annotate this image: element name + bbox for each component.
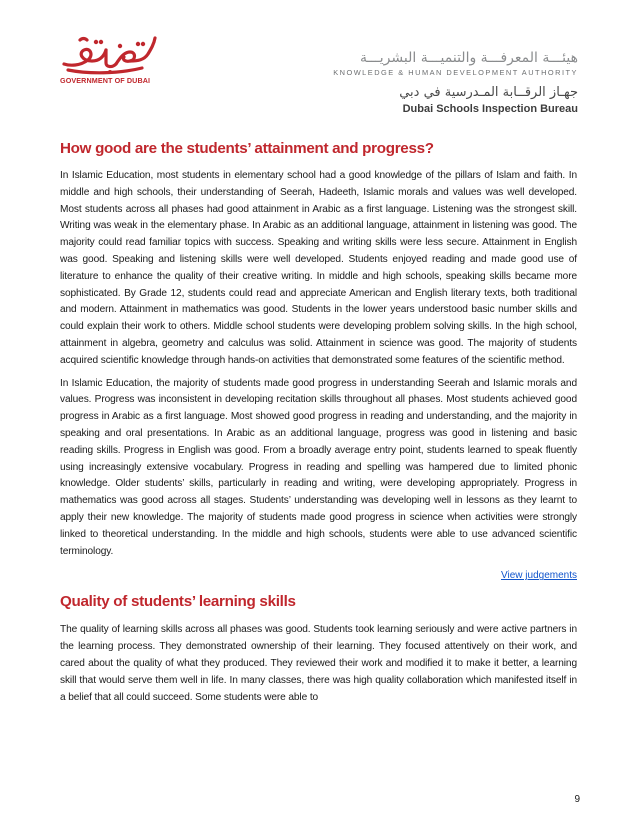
attainment-paragraph: In Islamic Education, most students in elementary school had a good knowledge of the pillars of Islam and faith. In middle and high schools, their understanding of Seerah, Hadeeth, Islamic morals and values was well developed. Most students across all phases had good attainment in Arabic as a first language. Listening was the strongest skill. Writing was weak in the elementary phase. In Arabic as an additional language, attainment in listening was good. The majority could read familiar topics with success. Speaking and writing skills were less secure. Attainment in English was good. Speaking and listening skills were well developed. Students enjoyed reading and made good use of literature to enhance the quality of their creative writing. In middle and high schools, speaking skills became more sophisticated. By Grade 12, students could read and appreciate American and English literary texts, both traditional and modern. Attainment in mathematics was good. Students in the lower years understood basic number skills and could explain their work to others. Middle school students were developing problem solving skills. In the high school, attainment in algebra, geometry and calculus was solid. Attainment in science was good. The majority of students acquired scientific knowledge through hands-on activities that demonstrated some features of the scientific method. [60,170,577,366]
government-of-dubai-logo [60,30,160,92]
khda-arabic-title: هيئـــة المعرفـــة والتنميـــة البشريـــة [359,50,578,66]
page-header [0,0,638,138]
judgements-link-row [60,566,577,584]
section-heading-learning-skills: Quality of students’ learning skills [60,593,296,611]
section-heading-attainment: How good are the students’ attainment and progress? [60,140,434,157]
khda-logo [333,50,578,115]
report-content [60,139,577,712]
progress-paragraph: In Islamic Education, the majority of students made good progress in understanding Seerah and Islamic morals and values. Progress was inconsistent in developing recitation skills throughout all phases. Most students achieved good progress in Arabic as a first language. Most showed good progress in reading and understanding, and the majority in speaking and oral presentations. In Arabic as an additional language, progress was good in listening and basic reading skills. Progress in English was good. From a broadly average entry point, students learned to speak fluently using increasingly extensive vocabulary. Progress in reading and spelling was hampered due to limited phonic knowledge. Older students’ skills, particularly in reading and writing, were developing appropriately. Progress in mathematics was good across all stages. Students’ understanding was developing well in lessons as they learnt to apply their new knowledge. The majority of students made good progress in science when activities were strongly linked to theoretical understanding. In the middle and high schools, students were able to use advanced scientific terminology. [60,377,577,557]
view-judgements-link[interactable]: View judgements [501,570,577,582]
khda-english-title: KNOWLEDGE & HUMAN DEVELOPMENT AUTHORITY [333,68,578,77]
learning-skills-paragraph: The quality of learning skills across all phases was good. Students took learning seriously and were active partners in the learning process. They demonstrated ownership of their learning. They focused attentively on their work, and cared about the quality of what they produced. They reviewed their work and modified it to make it better, a learning skill that would serve them well in life. In many classes, there was high quality collaboration which manifested itself in a belief that all could succeed. Some students were able to [60,624,577,703]
dubai-calligraphy-icon [60,30,160,76]
dsib-arabic-title: جهـاز الرقــابة المـدرسية في دبي [399,85,578,100]
page-number: 9 [574,794,580,805]
dsib-english-title: Dubai Schools Inspection Bureau [402,103,578,115]
government-of-dubai-label: GOVERNMENT OF DUBAI [60,76,151,85]
